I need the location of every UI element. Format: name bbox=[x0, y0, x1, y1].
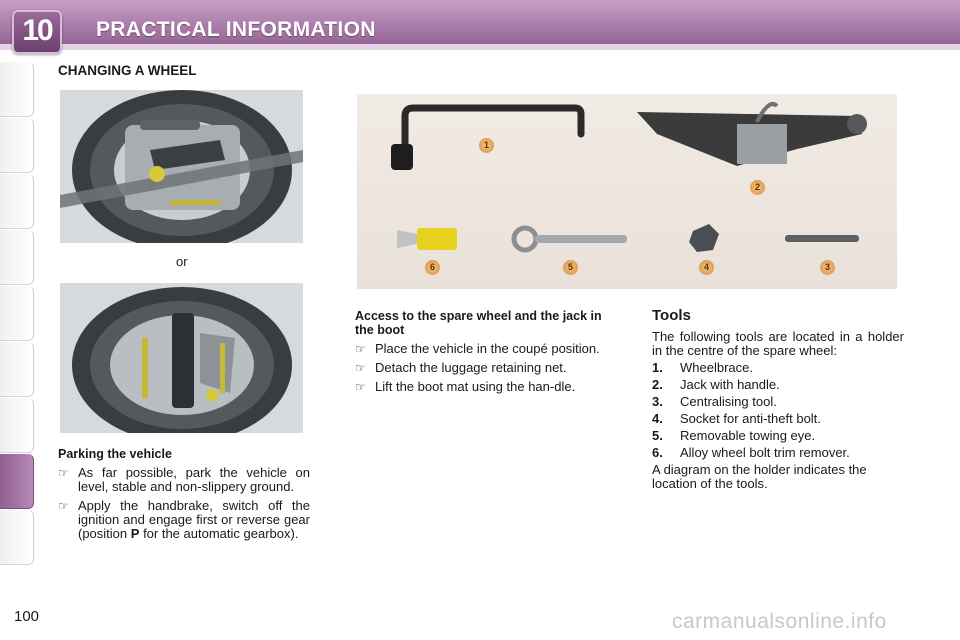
access-title: Access to the spare wheel and the jack in the boot bbox=[355, 309, 602, 337]
chapter-tabs bbox=[0, 62, 34, 577]
access-bullet: ☞ Lift the boot mat using the han-dle. bbox=[355, 379, 576, 394]
section-title: CHANGING A WHEEL bbox=[58, 63, 197, 78]
parking-section bbox=[58, 447, 310, 541]
access-bullet: ☞ Detach the luggage retaining net. bbox=[355, 360, 567, 375]
chapter-tab[interactable] bbox=[0, 342, 34, 397]
pointing-hand-icon: ☞ bbox=[355, 380, 366, 394]
pointing-hand-icon: ☞ bbox=[355, 342, 366, 356]
watermark: carmanualsonline.info bbox=[672, 610, 887, 633]
list-item: 5. Removable towing eye. bbox=[652, 428, 816, 443]
chapter-tab-active[interactable] bbox=[0, 454, 34, 509]
list-item: 6. Alloy wheel bolt trim remover. bbox=[652, 445, 850, 460]
tools-photo bbox=[357, 94, 897, 289]
tool-label-4: 4 bbox=[699, 260, 714, 275]
access-section bbox=[355, 309, 607, 394]
list-item: 1. Wheelbrace. bbox=[652, 360, 753, 375]
tool-label-1: 1 bbox=[479, 138, 494, 153]
spare-wheel-photo-top bbox=[60, 90, 303, 243]
photo-separator: or bbox=[176, 254, 188, 269]
parking-title: Parking the vehicle bbox=[58, 447, 172, 461]
chapter-tab[interactable] bbox=[0, 398, 34, 453]
chapter-tab[interactable] bbox=[0, 510, 34, 565]
chapter-tab[interactable] bbox=[0, 62, 34, 117]
tools-heading: Tools bbox=[652, 307, 691, 324]
pointing-hand-icon: ☞ bbox=[58, 466, 69, 480]
pointing-hand-icon: ☞ bbox=[58, 499, 69, 513]
tools-section bbox=[652, 307, 904, 491]
list-item: 4. Socket for anti-theft bolt. bbox=[652, 411, 821, 426]
chapter-tab[interactable] bbox=[0, 286, 34, 341]
chapter-tab[interactable] bbox=[0, 118, 34, 173]
chapter-tab[interactable] bbox=[0, 230, 34, 285]
tools-note: A diagram on the holder indicates the location of the tools. bbox=[652, 462, 867, 491]
parking-bullet: ☞ Apply the handbrake, switch off the ignition and engage first or reverse gear (position P for the automatic gearbox). bbox=[58, 498, 310, 541]
tool-label-3: 3 bbox=[820, 260, 835, 275]
page-title: PRACTICAL INFORMATION bbox=[96, 18, 376, 41]
tool-label-5: 5 bbox=[563, 260, 578, 275]
chapter-badge: 10 bbox=[12, 10, 62, 54]
gear-position-p: P bbox=[130, 526, 140, 541]
tools-intro: The following tools are located in a holder in the centre of the spare wheel: bbox=[652, 329, 904, 358]
list-item: 2. Jack with handle. bbox=[652, 377, 780, 392]
chapter-tab[interactable] bbox=[0, 174, 34, 229]
list-item: 3. Centralising tool. bbox=[652, 394, 777, 409]
parking-bullet: ☞ As far possible, park the vehicle on level, stable and non-slippery ground. bbox=[58, 465, 310, 494]
spare-wheel-photo-bottom bbox=[60, 283, 303, 433]
header-strip bbox=[0, 44, 960, 50]
page-number: 100 bbox=[14, 608, 40, 625]
pointing-hand-icon: ☞ bbox=[355, 361, 366, 375]
tool-label-2: 2 bbox=[750, 180, 765, 195]
tool-label-6: 6 bbox=[425, 260, 440, 275]
access-bullet: ☞ Place the vehicle in the coupé position. bbox=[355, 341, 600, 356]
